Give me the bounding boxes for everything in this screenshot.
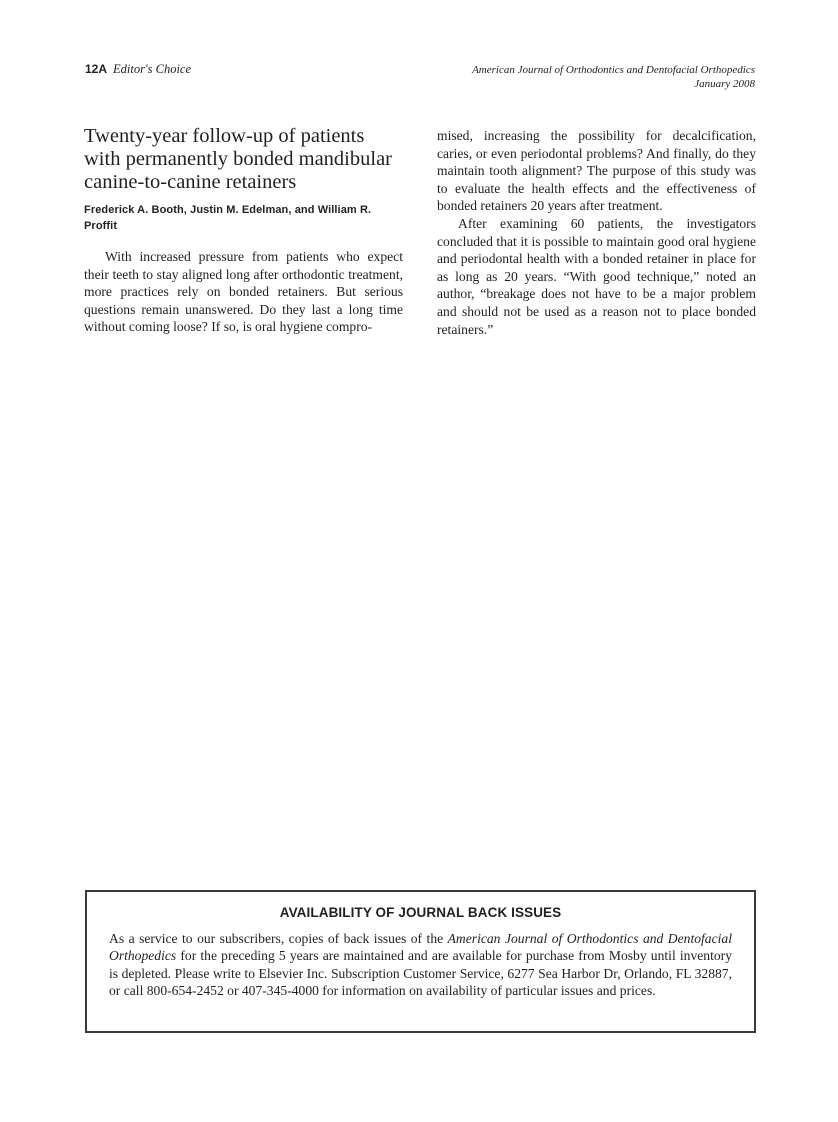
section-name: Editor's Choice (113, 62, 192, 76)
notice-body-intro: As a service to our subscribers, copies of back issues of the (109, 931, 448, 946)
journal-name: American Journal of Orthodontics and Dentofacial Orthopedics (472, 64, 755, 76)
running-head-left (85, 62, 191, 76)
notice-body (109, 930, 732, 1000)
article-authors: Frederick A. Booth, Justin M. Edelman, and William R. Proffit (84, 204, 372, 232)
body-paragraph: After examining 60 patients, the investigators concluded that it is possible to maintain good oral hygiene and periodontal health with a bonded retainer in place for as long as 20 years. “With good technique,” noted an author, “breakage does not have to be a major problem and should not be used as a reason not to place bonded retainers.” (437, 215, 756, 337)
running-head-right (472, 63, 755, 91)
body-paragraph-continued: mised, increasing the possibility for decalcification, caries, or even periodontal problems? And finally, do they maintain tooth alignment? The purpose of this study was to evaluate the health effects and the effectiveness of bonded retainers 20 years after treatment. (437, 128, 756, 214)
page-number: 12A (85, 62, 108, 76)
back-issues-notice (85, 890, 756, 1033)
notice-journal-name: American Journal of Orthodontics and Dentofacial Orthopedics (109, 931, 732, 964)
body-paragraph: With increased pressure from patients who expect their teeth to stay aligned long after orthodontic treatment, more practices rely on bonded retainers. But serious questions remain unanswered. Do they last a long time without coming loose? If so, is oral hygiene compro- (84, 249, 403, 335)
issue-date: January 2008 (694, 78, 755, 90)
notice-title: AVAILABILITY OF JOURNAL BACK ISSUES (279, 905, 562, 920)
notice-body-rest: for the preceding 5 years are maintained and are available for purchase from Mosby until inventory is depleted. Please write to Elsevier Inc. Subscription Customer Service, 6277 Sea Harbor Dr, Orlando, FL 32887, or call 800-654-2452 or 407-345-4000 for information on availability of particular issues and prices. (109, 948, 732, 999)
right-column (437, 127, 756, 338)
article-title: Twenty-year follow-up of patients with permanently bonded mandibular canine-to-canine retainers (84, 125, 392, 193)
left-column (84, 125, 403, 336)
